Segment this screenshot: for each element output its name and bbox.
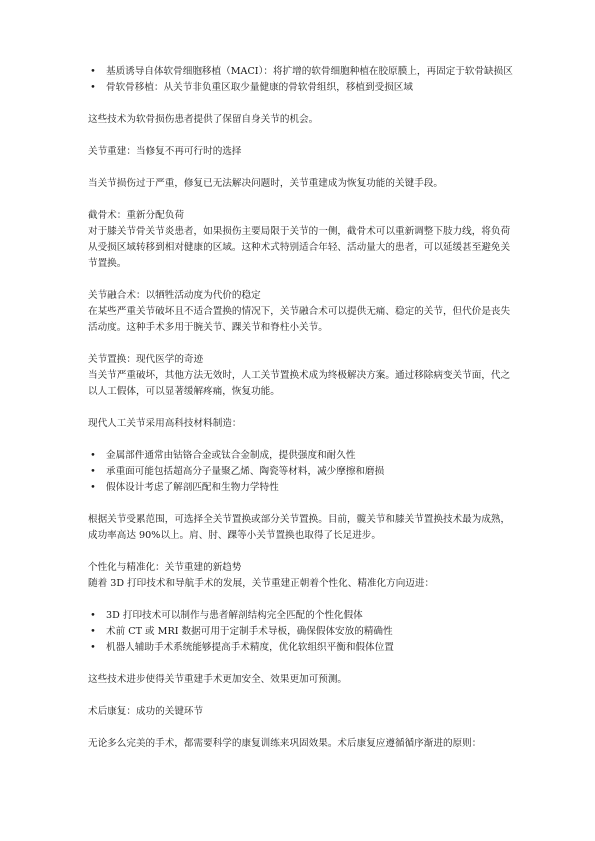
list-item — [88, 448, 514, 464]
spacer — [88, 400, 514, 416]
replacement-paragraph: 当关节严重破坏，其他方法无效时，人工关节置换术成为终极解决方案。通过移除病变关节面，代之以人工假体，可以显著缓解疼痛，恢复功能。 — [88, 370, 511, 397]
bullet-icon: • — [90, 66, 96, 77]
list-item — [88, 464, 514, 480]
bullet-icon: • — [90, 626, 96, 637]
fusion-heading: 关节融合术：以牺牲活动度为代价的稳定 — [88, 290, 261, 301]
precision-summary: 这些技术进步使得关节重建手术更加安全、效果更加可预测。 — [88, 674, 348, 685]
precision-heading: 个性化与精准化：关节重建的新趋势 — [88, 562, 242, 573]
spacer — [88, 720, 514, 736]
spacer — [88, 128, 514, 144]
list-item-text: 金属部件通常由钴铬合金或钛合金制成，提供强度和耐久性 — [106, 450, 356, 461]
list-item-text: 机器人辅助手术系统能够提高手术精度，优化软组织平衡和假体位置 — [106, 642, 394, 653]
rehab-paragraph: 无论多么完美的手术，都需要科学的康复训练来巩固效果。术后康复应遵循循序渐进的原则： — [88, 738, 482, 749]
spacer — [88, 160, 514, 176]
list-item-text: 3D 打印技术可以制作与患者解剖结构完全匹配的个性化假体 — [106, 610, 363, 621]
fusion-paragraph: 在某些严重关节破坏且不适合置换的情况下，关节融合术可以提供无痛、稳定的关节，但代价是丧失活动度。这种手术多用于腕关节、踝关节和脊柱小关节。 — [88, 306, 511, 333]
list-item-text: 承重面可能包括超高分子量聚乙烯、陶瓷等材料，减少摩擦和磨损 — [106, 466, 385, 477]
document-body — [88, 64, 514, 752]
spacer — [88, 544, 514, 560]
precision-bullet-list — [88, 608, 514, 656]
bullet-icon: • — [90, 466, 96, 477]
bullet-icon: • — [90, 450, 96, 461]
materials-intro: 现代人工关节采用高科技材料制造： — [88, 418, 242, 429]
list-item-text: 假体设计考虑了解剖匹配和生物力学特性 — [106, 482, 279, 493]
list-item — [88, 624, 514, 640]
spacer — [88, 656, 514, 672]
bullet-icon: • — [90, 610, 96, 621]
materials-bullet-list — [88, 448, 514, 496]
precision-paragraph: 随着 3D 打印技术和导航手术的发展，关节重建正朝着个性化、精准化方向迈进： — [88, 578, 435, 589]
intro-summary: 这些技术为软骨损伤患者提供了保留自身关节的机会。 — [88, 114, 319, 125]
spacer — [88, 336, 514, 352]
list-item — [88, 640, 514, 656]
section-heading: 关节重建：当修复不再可行时的选择 — [88, 146, 242, 157]
spacer — [88, 96, 514, 112]
section-paragraph: 当关节损伤过于严重，修复已无法解决问题时，关节重建成为恢复功能的关键手段。 — [88, 178, 443, 189]
list-item — [88, 608, 514, 624]
replacement-heading: 关节置换：现代医学的奇迹 — [88, 354, 204, 365]
spacer — [88, 192, 514, 208]
osteotomy-paragraph: 对于膝关节骨关节炎患者，如果损伤主要局限于关节的一侧，截骨术可以重新调整下肢力线，将负荷从受损区域转移到相对健康的区域。这种术式特别适合年轻、活动量大的患者，可以延缓甚至避免关节置换。 — [88, 226, 511, 269]
osteotomy-heading: 截骨术：重新分配负荷 — [88, 210, 184, 221]
list-item — [88, 80, 514, 96]
list-item — [88, 480, 514, 496]
spacer — [88, 272, 514, 288]
bullet-icon: • — [90, 82, 96, 93]
spacer — [88, 592, 514, 608]
list-item — [88, 64, 514, 80]
bullet-icon: • — [90, 482, 96, 493]
spacer — [88, 496, 514, 512]
list-item-text: 基质诱导自体软骨细胞移植（MACI）：将扩增的软骨细胞种植在胶原膜上，再固定于软骨缺损区 — [106, 66, 513, 77]
rehab-heading: 术后康复：成功的关键环节 — [88, 706, 204, 717]
intro-bullet-list — [88, 64, 514, 96]
bullet-icon: • — [90, 642, 96, 653]
spacer — [88, 688, 514, 704]
list-item-text: 骨软骨移植：从关节非负重区取少量健康的骨软骨组织，移植到受损区域 — [106, 82, 413, 93]
list-item-text: 术前 CT 或 MRI 数据可用于定制手术导板，确保假体安放的精确性 — [106, 626, 393, 637]
spacer — [88, 432, 514, 448]
materials-summary: 根据关节受累范围，可选择全关节置换或部分关节置换。目前，髋关节和膝关节置换技术最为成熟，成功率高达 90%以上。肩、肘、踝等小关节置换也取得了长足进步。 — [88, 514, 511, 541]
